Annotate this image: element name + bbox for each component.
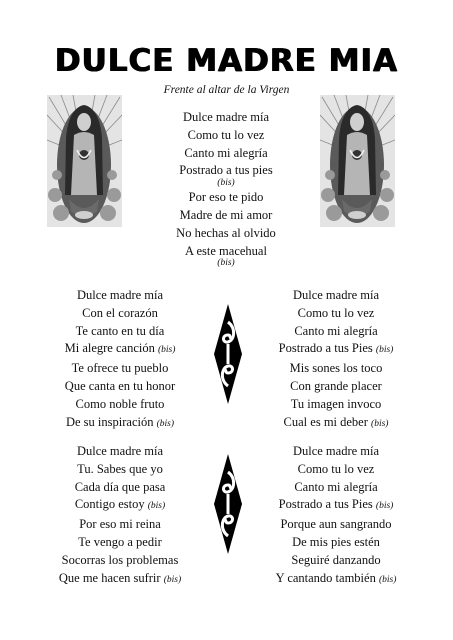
stanza-line-text: Te ofrece tu pueblo (71, 361, 169, 376)
stanza-row2-right (236, 443, 436, 589)
spiral-ornament-icon (213, 304, 243, 404)
stanza-line (20, 323, 220, 341)
virgin-image-left (47, 95, 122, 227)
stanza-line-text: Y cantando también (275, 570, 376, 585)
stanza-line (20, 305, 220, 323)
stanza-line-text: Canto mi alegría (294, 323, 378, 338)
stanza-line (236, 461, 436, 479)
stanza-line (20, 414, 220, 434)
stanza-line: Por eso te pido (188, 190, 264, 205)
stanza-line-text: Que me hacen sufrir (58, 570, 161, 585)
stanza-line-text: Te vengo a pedir (78, 534, 162, 549)
stanza-line-text: Dulce madre mía (76, 288, 164, 302)
stanza-line-text: Como tu lo vez (297, 305, 375, 320)
bis-marker: (bis) (378, 574, 397, 585)
bis-marker: (bis) (375, 501, 394, 512)
stanza-line-text: Mi alegre canción (64, 341, 155, 356)
stanza-line (20, 443, 220, 461)
stanza-line (236, 340, 436, 360)
stanza-line-text: Por eso mi reina (79, 517, 161, 532)
stanza-line (236, 360, 436, 378)
stanza-line: Postrado a tus pies (179, 163, 273, 178)
spiral-ornament-icon (213, 454, 243, 554)
stanza-line: A este macehual (185, 243, 267, 258)
stanza-line: Dulce madre mía (182, 110, 270, 124)
stanza-row1-right (236, 287, 436, 433)
stanza-line-text: Que canta en tu honor (64, 378, 176, 393)
stanza-line: No hechas al olvido (176, 225, 276, 240)
stanza-line-text: Postrado a tus Pies (278, 341, 373, 356)
stanza-line (236, 443, 436, 461)
stanza-line (236, 552, 436, 570)
stanza-line-text: Con el corazón (82, 305, 158, 320)
stanza-line (20, 570, 220, 590)
stanza-line (20, 496, 220, 516)
stanza-line (20, 461, 220, 479)
stanza-line (20, 360, 220, 378)
bis-marker: (bis) (217, 258, 235, 269)
stanza-row1-left (20, 287, 220, 433)
stanza-line (20, 516, 220, 534)
stanza-line-text: Dulce madre mía (292, 444, 380, 458)
stanza-line (236, 534, 436, 552)
stanza-line-text: Mis sones los toco (289, 361, 383, 376)
stanza-line-text: De su inspiración (65, 414, 154, 429)
stanza-line (236, 378, 436, 396)
stanza-line-text: Tu. Sabes que yo (77, 461, 163, 476)
stanza-line (20, 378, 220, 396)
virgin-image-right (320, 95, 395, 227)
stanza-line-text: Postrado a tus Pies (278, 497, 373, 512)
stanza-line (236, 414, 436, 434)
stanza-line (236, 496, 436, 516)
stanza-line (20, 534, 220, 552)
stanza-line-text: Contigo estoy (74, 497, 145, 512)
stanza-line-text: Seguiré danzando (291, 552, 381, 567)
stanza-line (236, 570, 436, 590)
stanza-line (20, 396, 220, 414)
stanza-line: Canto mi alegría (184, 145, 268, 160)
stanza-line (20, 552, 220, 570)
stanza-line-text: Como tu lo vez (297, 461, 375, 476)
stanza-row2-left (20, 443, 220, 589)
stanza-line-text: Dulce madre mía (76, 444, 164, 458)
stanza-line (236, 305, 436, 323)
bis-marker: (bis) (375, 345, 394, 356)
bis-marker: (bis) (163, 574, 182, 585)
stanza-line (20, 340, 220, 360)
stanza-line (236, 396, 436, 414)
stanza-line-text: Como noble fruto (75, 396, 165, 411)
stanza-line (236, 479, 436, 497)
page-subtitle: Frente al altar de la Virgen (163, 84, 290, 96)
stanza-line-text: Con grande placer (290, 378, 382, 393)
bis-marker: (bis) (147, 501, 166, 512)
page-title: DULCE MADRE MIA (54, 43, 399, 79)
stanza-line (20, 479, 220, 497)
stanza-line: Madre de mi amor (179, 207, 273, 222)
stanza-line-text: Dulce madre mía (292, 288, 380, 302)
stanza-line-text: Cada día que pasa (74, 479, 166, 494)
stanza-line-text: De mis pies estén (292, 534, 380, 549)
stanza-line-text: Te canto en tu día (75, 323, 165, 338)
bis-marker: (bis) (156, 418, 175, 429)
stanza-line-text: Cual es mi deber (283, 414, 368, 429)
stanza-line-text: Canto mi alegría (294, 479, 378, 494)
bis-marker: (bis) (371, 418, 389, 429)
stanza-line (236, 323, 436, 341)
bis-marker: (bis) (157, 345, 176, 356)
bis-marker: (bis) (217, 178, 235, 189)
stanza-line (20, 287, 220, 305)
stanza-line-text: Tu imagen invoco (290, 396, 382, 411)
stanza-line-text: Porque aun sangrando (280, 517, 392, 532)
stanza-line: Como tu lo vez (187, 127, 265, 142)
intro-stanza (126, 109, 326, 269)
stanza-line-text: Socorras los problemas (61, 552, 179, 567)
stanza-line (236, 516, 436, 534)
stanza-line (236, 287, 436, 305)
